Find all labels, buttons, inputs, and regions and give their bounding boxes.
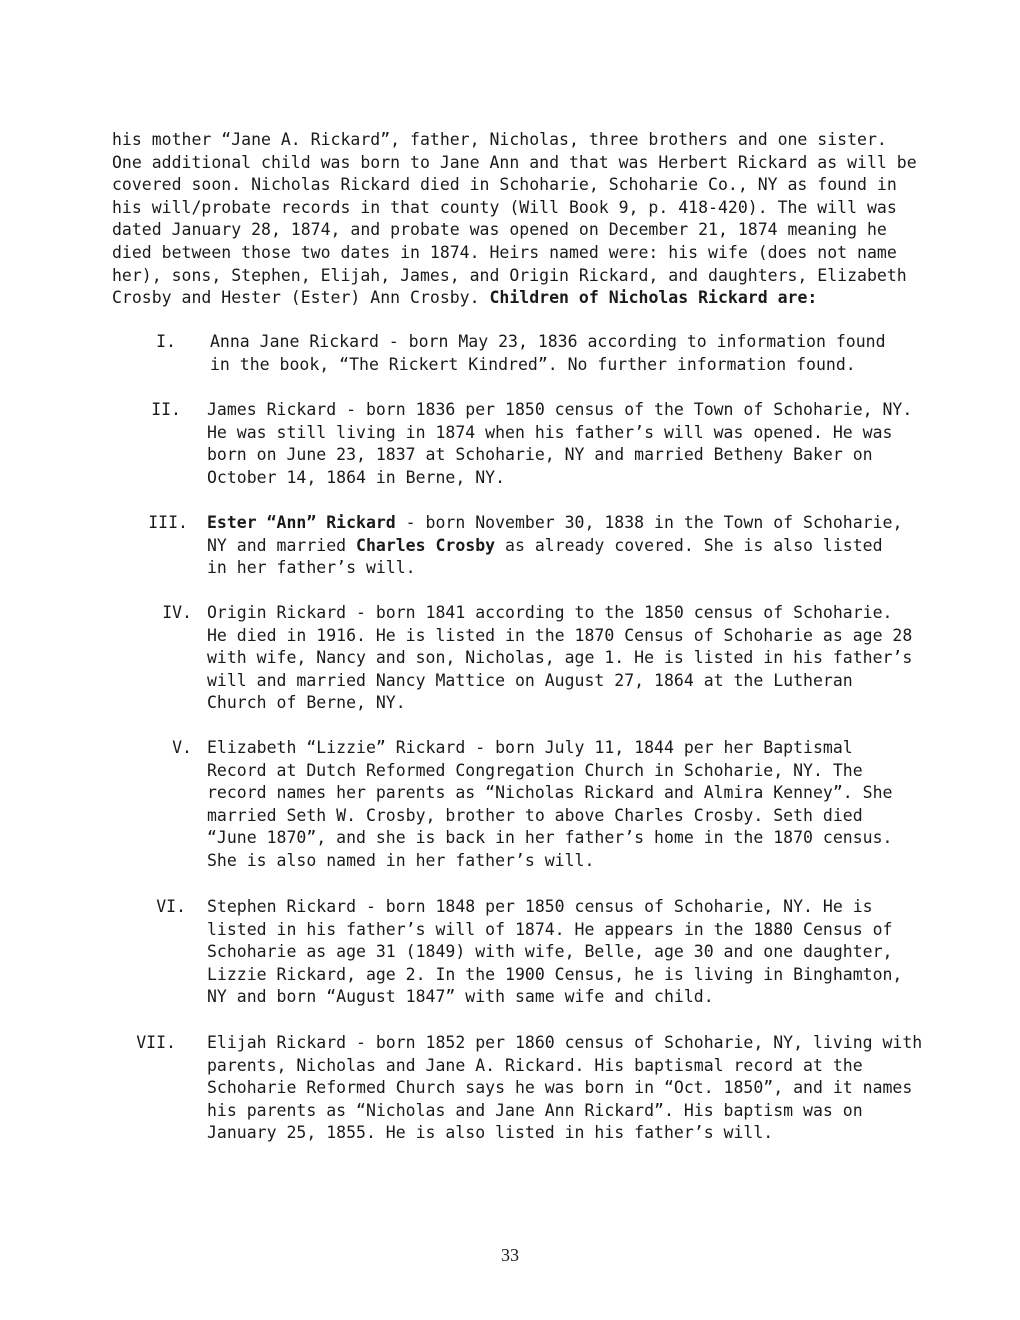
entry-line: NY and born “August 1847” with same wife and child. bbox=[207, 987, 714, 1007]
entry-text bbox=[207, 602, 967, 715]
entry-numeral: VII. bbox=[136, 1033, 176, 1052]
entry-line: record names her parents as “Nicholas Rickard and Almira Kenney”. She bbox=[207, 783, 893, 803]
entry-text bbox=[207, 896, 967, 1009]
intro-line: his mother “Jane A. Rickard”, father, Nicholas, three brothers and one sister. bbox=[112, 130, 887, 149]
entry-line: listed in his father’s will of 1874. He appears in the 1880 Census of bbox=[207, 919, 893, 939]
entry-text bbox=[207, 1032, 967, 1145]
entry-line: with wife, Nancy and son, Nicholas, age 1. He is listed in his father’s bbox=[207, 648, 913, 668]
entry-line-text: - born November 30, 1838 in the Town of Schoharie, bbox=[395, 513, 903, 532]
entry-line: in her father’s will. bbox=[207, 558, 416, 578]
entry-numeral: IV. bbox=[162, 603, 192, 622]
intro-last-line bbox=[112, 287, 962, 310]
entry-numeral: II. bbox=[151, 400, 181, 419]
entry-line: Anna Jane Rickard - born May 23, 1836 according to information found bbox=[210, 332, 886, 351]
entry-numeral: III. bbox=[148, 513, 188, 532]
intro-line: dated January 28, 1874, and probate was opened on December 21, 1874 meaning he bbox=[112, 220, 887, 240]
entry-text bbox=[207, 399, 967, 489]
entry-line-text: NY and married bbox=[207, 535, 357, 555]
entry-line: Origin Rickard - born 1841 according to the 1850 census of Schoharie. bbox=[207, 603, 893, 622]
entry-line: Schoharie Reformed Church says he was born in “Oct. 1850”, and it names bbox=[207, 1078, 913, 1098]
entry-line: will and married Nancy Mattice on August 27, 1864 at the Lutheran bbox=[207, 670, 853, 690]
entry-line: married Seth W. Crosby, brother to above Charles Crosby. Seth died bbox=[207, 805, 863, 825]
entry-line: parents, Nicholas and Jane A. Rickard. His baptismal record at the bbox=[207, 1055, 863, 1075]
entry-numeral: I. bbox=[156, 332, 176, 351]
page-number: 33 bbox=[501, 1245, 519, 1265]
intro-line: covered soon. Nicholas Rickard died in Schoharie, Schoharie Co., NY as found in bbox=[112, 175, 897, 195]
entry-line: born on June 23, 1837 at Schoharie, NY and married Betheny Baker on bbox=[207, 445, 873, 465]
entry-line: Schoharie as age 31 (1849) with wife, Belle, age 30 and one daughter, bbox=[207, 942, 893, 962]
intro-last-line-text: Crosby and Hester (Ester) Ann Crosby. bbox=[112, 288, 490, 308]
children-heading: Children of Nicholas Rickard are: bbox=[489, 288, 818, 308]
entry-line: Church of Berne, NY. bbox=[207, 693, 406, 713]
entry-line: his parents as “Nicholas and Jane Ann Rickard”. His baptism was on bbox=[207, 1100, 863, 1120]
intro-line: One additional child was born to Jane Ann and that was Herbert Rickard as will be bbox=[112, 152, 917, 172]
entry-line: She is also named in her father’s will. bbox=[207, 850, 595, 870]
entry-text bbox=[207, 512, 967, 580]
entry-line: Record at Dutch Reformed Congregation Church in Schoharie, NY. The bbox=[207, 760, 863, 780]
entry-line: Elijah Rickard - born 1852 per 1860 census of Schoharie, NY, living with bbox=[207, 1033, 923, 1052]
entry-line: in the book, “The Rickert Kindred”. No further information found. bbox=[210, 354, 856, 374]
spouse-name: Charles Crosby bbox=[356, 535, 496, 555]
child-name: Ester “Ann” Rickard bbox=[207, 513, 396, 532]
entry-line: October 14, 1864 in Berne, NY. bbox=[207, 467, 506, 487]
entry-line: Lizzie Rickard, age 2. In the 1900 Census, he is living in Binghamton, bbox=[207, 964, 903, 984]
intro-line: her), sons, Stephen, Elijah, James, and Origin Rickard, and daughters, Elizabeth bbox=[112, 265, 907, 285]
intro-line: his will/probate records in that county (Will Book 9, p. 418-420). The will was bbox=[112, 197, 897, 217]
entry-numeral: VI. bbox=[156, 897, 186, 916]
entry-line: James Rickard - born 1836 per 1850 census of the Town of Schoharie, NY. bbox=[207, 400, 913, 419]
entry-line: January 25, 1855. He is also listed in his father’s will. bbox=[207, 1123, 774, 1143]
entry-line: He died in 1916. He is listed in the 1870 Census of Schoharie as age 28 bbox=[207, 625, 913, 645]
entry-line: Stephen Rickard - born 1848 per 1850 census of Schoharie, NY. He is bbox=[207, 897, 873, 916]
intro-paragraph bbox=[112, 129, 962, 310]
entry-text bbox=[207, 737, 967, 873]
entry-line: He was still living in 1874 when his father’s will was opened. He was bbox=[207, 422, 893, 442]
entry-text bbox=[210, 331, 970, 376]
intro-line: died between those two dates in 1874. Heirs named were: his wife (does not name bbox=[112, 242, 897, 262]
entry-numeral: V. bbox=[172, 738, 192, 757]
entry-line bbox=[207, 512, 967, 535]
entry-line-text: as already covered. She is also listed bbox=[495, 535, 883, 555]
entry-line bbox=[207, 535, 967, 558]
entry-line: Elizabeth “Lizzie” Rickard - born July 11, 1844 per her Baptismal bbox=[207, 738, 853, 757]
entry-line: “June 1870”, and she is back in her father’s home in the 1870 census. bbox=[207, 828, 893, 848]
